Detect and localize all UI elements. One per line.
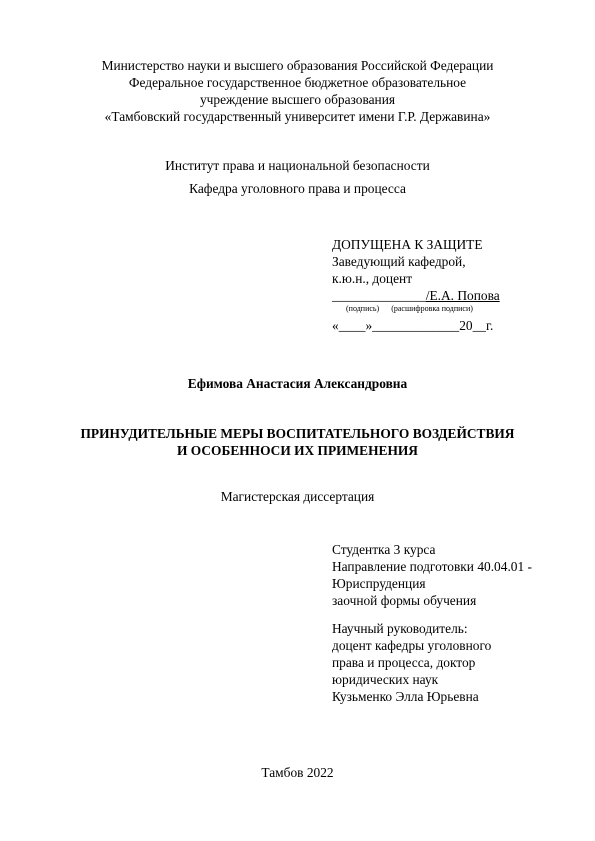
- signature-row: [332, 287, 572, 304]
- thesis-title-line-2: И ОСОБЕННОСИ ИХ ПРИМЕНЕНИЯ: [177, 443, 418, 458]
- university-name: «Тамбовский государственный университет имени Г.Р. Державина»: [104, 109, 491, 124]
- student-course: Студентка 3 курса: [332, 542, 436, 557]
- supervisor-line-2: права и процесса, доктор: [332, 655, 476, 670]
- direction-line-2: Юриспруденция: [332, 576, 426, 591]
- direction-line-1: Направление подготовки 40.04.01 -: [332, 559, 532, 574]
- approval-date: «____»_____________20__г.: [332, 318, 494, 333]
- author-name: Ефимова Анастасия Александровна: [187, 376, 408, 391]
- approval-title: ДОПУЩЕНА К ЗАЩИТЕ: [332, 237, 483, 252]
- signature-hints: [332, 304, 572, 314]
- signature-name: /Е.А. Попова: [425, 288, 500, 303]
- university-header: [0, 57, 595, 125]
- supervisor-info: [332, 620, 582, 705]
- supervisor-line-1: доцент кафедры уголовного: [332, 638, 492, 653]
- institute-name: Институт права и национальной безопасности: [165, 158, 430, 173]
- work-type: Магистерская диссертация: [220, 489, 375, 504]
- signature-line: ______________: [332, 288, 426, 303]
- ministry-line: Министерство науки и высшего образования Российской Федерации: [101, 58, 494, 73]
- approval-position: Заведующий кафедрой,: [332, 254, 466, 269]
- student-info: [332, 541, 582, 609]
- thesis-title-line-1: ПРИНУДИТЕЛЬНЫЕ МЕРЫ ВОСПИТАТЕЛЬНОГО ВОЗДЕЙСТВИЯ: [80, 426, 515, 441]
- department-name: Кафедра уголовного права и процесса: [189, 181, 406, 196]
- supervisor-label: Научный руководитель:: [332, 621, 468, 636]
- decoding-hint: (расшифровка подписи): [391, 304, 473, 313]
- supervisor-name: Кузьменко Элла Юрьевна: [332, 689, 479, 704]
- study-form: заочной формы обучения: [332, 593, 477, 608]
- institution-line-2: учреждение высшего образования: [199, 92, 396, 107]
- supervisor-line-3: юридических наук: [332, 672, 439, 687]
- approval-degree: к.ю.н., доцент: [332, 271, 413, 286]
- approval-block: [332, 236, 572, 334]
- thesis-title: [0, 425, 595, 459]
- institution-line-1: Федеральное государственное бюджетное образовательное: [128, 75, 467, 90]
- signature-hint: (подпись): [346, 304, 380, 313]
- city-year: Тамбов 2022: [261, 765, 334, 780]
